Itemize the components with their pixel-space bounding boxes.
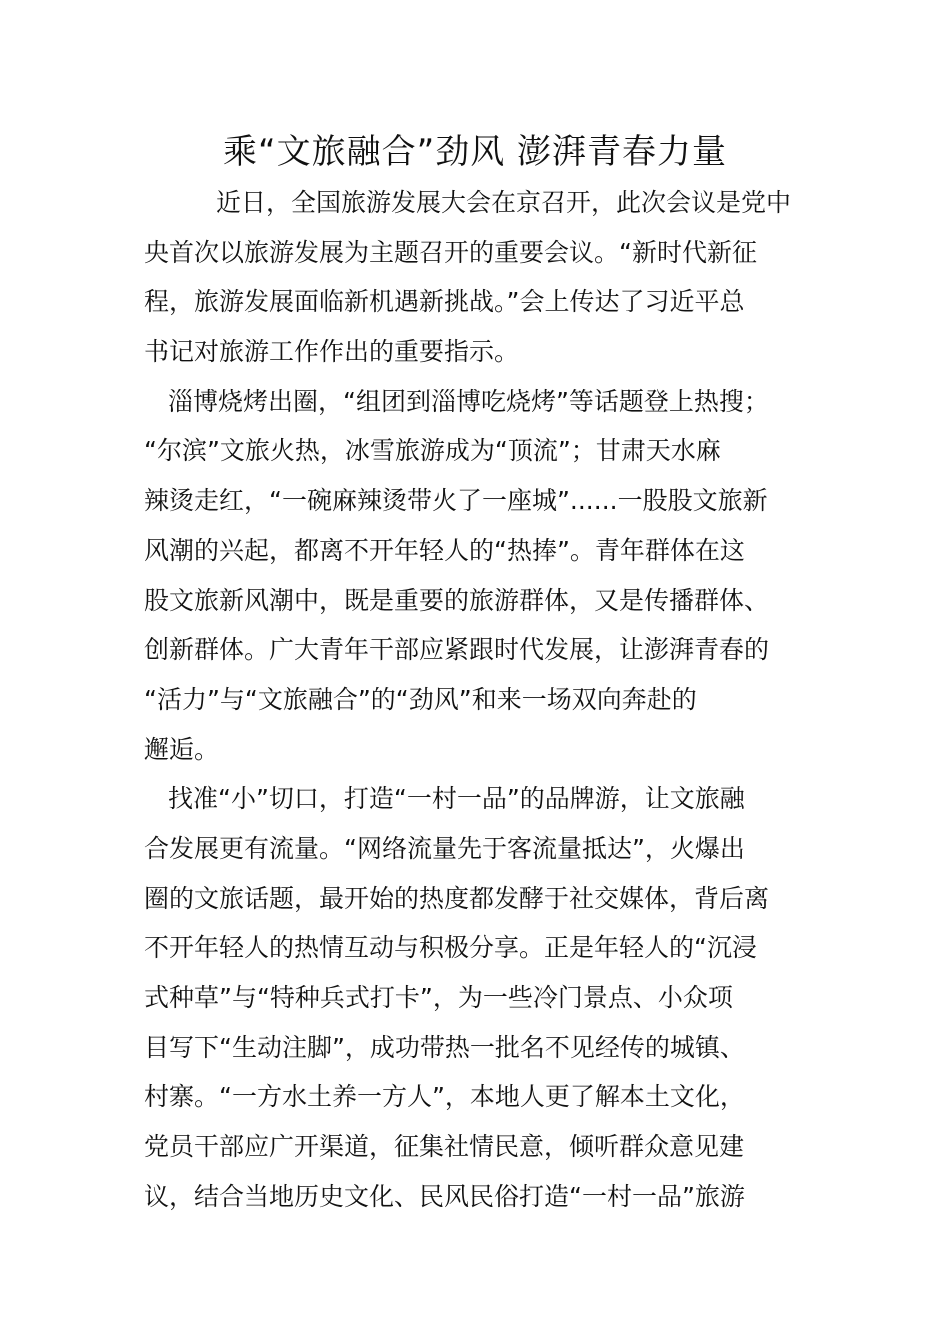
paragraph-line: 党员干部应广开渠道，征集社情民意，倾听群众意见建 (144, 1132, 745, 1162)
paragraph-line: “活力”与“文旅融合”的“劲风”和来一场双向奔赴的 (144, 684, 697, 714)
paragraph-line: 目写下“生动注脚”，成功带热一批名不见经传的城镇、 (144, 1032, 745, 1062)
paragraph-line: 议，结合当地历史文化、民风民俗打造“一村一品”旅游 (144, 1181, 745, 1211)
paragraph-line: 不开年轻人的热情互动与积极分享。正是年轻人的“沉浸 (144, 933, 757, 963)
paragraph-2 (144, 377, 809, 775)
document-body (144, 178, 809, 1221)
paragraph-line: 书记对旅游工作作出的重要指示。 (144, 337, 520, 367)
paragraph-line: 创新群体。广大青年干部应紧跟时代发展，让澎湃青春的 (144, 635, 770, 665)
paragraph-line: 辣烫走红，“一碗麻辣烫带火了一座城”......一股股文旅新 (144, 486, 768, 516)
paragraph-3 (144, 774, 809, 1221)
paragraph-line: 淄博烧烤出圈，“组团到淄博吃烧烤”等话题登上热搜； (168, 386, 769, 416)
paragraph-1 (144, 178, 809, 377)
paragraph-line: 找准“小”切口，打造“一村一品”的品牌游，让文旅融 (168, 784, 745, 814)
paragraph-line: 程，旅游发展面临新机遇新挑战。”会上传达了习近平总 (144, 287, 745, 317)
paragraph-line: 村寨。“一方水土养一方人”，本地人更了解本土文化， (144, 1082, 745, 1112)
paragraph-line: 式种草”与“特种兵式打卡”，为一些冷门景点、小众项 (144, 983, 733, 1012)
paragraph-line: 央首次以旅游发展为主题召开的重要会议。“新时代新征 (144, 237, 757, 267)
paragraph-line: 圈的文旅话题，最开始的热度都发酵于社交媒体，背后离 (144, 883, 770, 913)
paragraph-line: 邂逅。 (144, 734, 220, 764)
paragraph-line: 合发展更有流量。“网络流量先于客流量抵达”，火爆出 (144, 833, 745, 863)
paragraph-line: 风潮的兴起，都离不开年轻人的“热捧”。青年群体在这 (144, 535, 745, 565)
document-title: 乘“文旅融合”劲风 澎湃青春力量 (222, 132, 728, 172)
paragraph-line: 近日，全国旅游发展大会在京召开，此次会议是党中 (216, 188, 792, 217)
paragraph-line: “尔滨”文旅火热，冰雪旅游成为“顶流”；甘肃天水麻 (144, 436, 721, 466)
paragraph-line: 股文旅新风潮中，既是重要的旅游群体，又是传播群体、 (144, 585, 770, 615)
